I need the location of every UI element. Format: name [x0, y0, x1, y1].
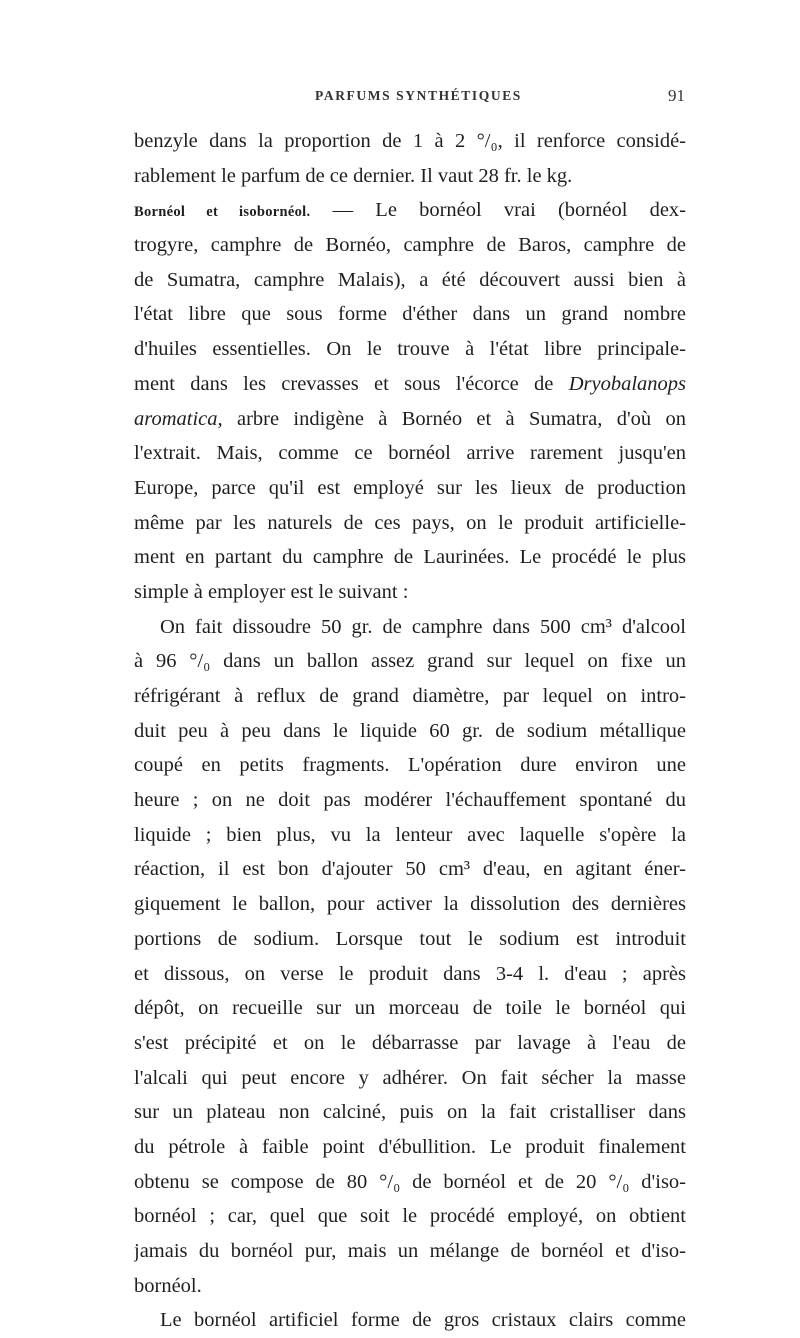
text-line: d'huiles essentielles. On le trouve à l'état libre principale- [134, 338, 686, 361]
section-heading: Bornéol et isobornéol. [134, 204, 311, 221]
text-line: du pétrole à faible point d'ébullition. Le produit finalement [134, 1135, 686, 1158]
text-line: Europe, parce qu'il est employé sur les lieux de production [134, 476, 686, 499]
italic-genus: Dryobalanops [568, 372, 686, 395]
italic-species: aromatica, [134, 407, 223, 430]
text-line: réaction, il est bon d'ajouter 50 cm³ d'eau, en agitant éner- [134, 858, 686, 881]
text-line-with-italic [134, 402, 686, 437]
section-heading-line [134, 193, 686, 228]
text-line: liquide ; bien plus, vu la lenteur avec laquelle s'opère la [134, 823, 686, 846]
text-line: dépôt, on recueille sur un morceau de toile le bornéol qui [134, 997, 686, 1020]
text-line: l'état libre que sous forme d'éther dans un grand nombre [134, 303, 686, 326]
paragraph-first-line: Le bornéol artificiel forme de gros cristaux clairs comme [160, 1309, 686, 1332]
text-line: même par les naturels de ces pays, on le produit artificielle- [134, 511, 686, 534]
text-line: de Sumatra, camphre Malais), a été découvert aussi bien à [134, 268, 686, 291]
text-line: l'extrait. Mais, comme ce bornéol arrive rarement jusqu'en [134, 442, 686, 465]
text-line: bornéol ; car, quel que soit le procédé employé, on obtient [134, 1205, 686, 1228]
text-line: sur un plateau non calciné, puis on la fait cristalliser dans [134, 1101, 686, 1124]
text-line: s'est précipité et on le débarrasse par lavage à l'eau de [134, 1031, 686, 1054]
text-line-start: ment dans les crevasses et sous l'écorce de [134, 372, 569, 395]
text-line: trogyre, camphre de Bornéo, camphre de Baros, camphre de [134, 234, 686, 257]
text-line: portions de sodium. Lorsque tout le sodium est introduit [134, 927, 686, 950]
text-line-rest: arbre indigène à Bornéo et à Sumatra, d'où on [222, 407, 686, 430]
text-line: duit peu à peu dans le liquide 60 gr. de sodium métallique [134, 719, 686, 742]
page-number: 91 [668, 86, 685, 105]
text-line-with-italic [134, 367, 686, 402]
text-line: simple à employer est le suivant : [134, 580, 409, 603]
text-line-rest: — Le bornéol vrai (bornéol dex- [310, 199, 686, 222]
paragraph-first-line: On fait dissoudre 50 gr. de camphre dans 500 cm³ d'alcool [160, 615, 686, 638]
text-line: giquement le ballon, pour activer la dissolution des dernières [134, 893, 686, 916]
text-line: bornéol. [134, 1274, 202, 1297]
text-line: l'alcali qui peut encore y adhérer. On fait sécher la masse [134, 1066, 686, 1089]
running-title: PARFUMS SYNTHÉTIQUES [315, 88, 522, 103]
text-line: jamais du bornéol pur, mais un mélange de bornéol et d'iso- [134, 1240, 686, 1262]
text-line: à 96 °/₀ dans un ballon assez grand sur lequel on fixe un [134, 650, 686, 673]
text-line: coupé en petits fragments. L'opération dure environ une [134, 754, 686, 777]
text-line: réfrigérant à reflux de grand diamètre, par lequel on intro- [134, 685, 686, 707]
text-line: rablement le parfum de ce dernier. Il vaut 28 fr. le kg. [134, 164, 573, 187]
text-line: benzyle dans la proportion de 1 à 2 °/₀, il renforce considé- [134, 130, 686, 152]
body-text [134, 124, 686, 1338]
text-line: heure ; on ne doit pas modérer l'échauffement spontané du [134, 789, 686, 812]
text-line: et dissous, on verse le produit dans 3-4 l. d'eau ; après [134, 962, 686, 985]
text-line: obtenu se compose de 80 °/₀ de bornéol et de 20 °/₀ d'iso- [134, 1170, 686, 1193]
text-line: ment en partant du camphre de Laurinées. Le procédé le plus [134, 546, 686, 569]
page-header [135, 88, 685, 112]
